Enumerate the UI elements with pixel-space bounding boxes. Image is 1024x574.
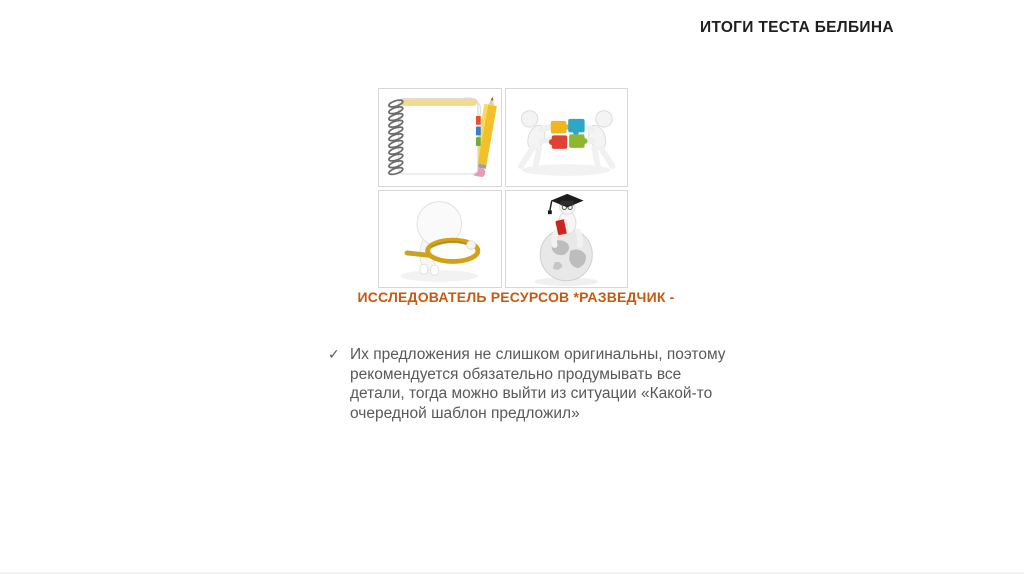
bullet-text-line: очередной шаблон предложил» [350, 404, 580, 422]
bullet-text-line: детали, тогда можно выйти из ситуации «Какой-то [350, 385, 713, 402]
grid-cell-magnifier [378, 190, 502, 289]
grid-cell-globe [505, 190, 629, 289]
magnifying-glass-figure-image [379, 191, 501, 288]
bullet-text-line: рекомендуется обязательно продумывать все [350, 365, 682, 383]
graduate-on-globe-image [506, 191, 628, 288]
grid-cell-puzzle [505, 88, 629, 187]
grid-cell-notebook [378, 88, 502, 187]
notebook-pencil-figure-image [379, 89, 501, 186]
image-grid [378, 88, 628, 288]
bullet-text [350, 345, 726, 423]
checkmark-bullet-icon: ✓ [328, 346, 340, 362]
bullet-item [328, 345, 748, 423]
slide-title: ИТОГИ ТЕСТА БЕЛБИНА [700, 19, 894, 36]
section-heading: ИССЛЕДОВАТЕЛЬ РЕСУРСОВ *РАЗВЕДЧИК - [357, 289, 675, 305]
puzzle-teamwork-figures-image [506, 89, 628, 186]
bullet-text-line: Их предложения не слишком оригинальны, поэтому [350, 346, 726, 363]
